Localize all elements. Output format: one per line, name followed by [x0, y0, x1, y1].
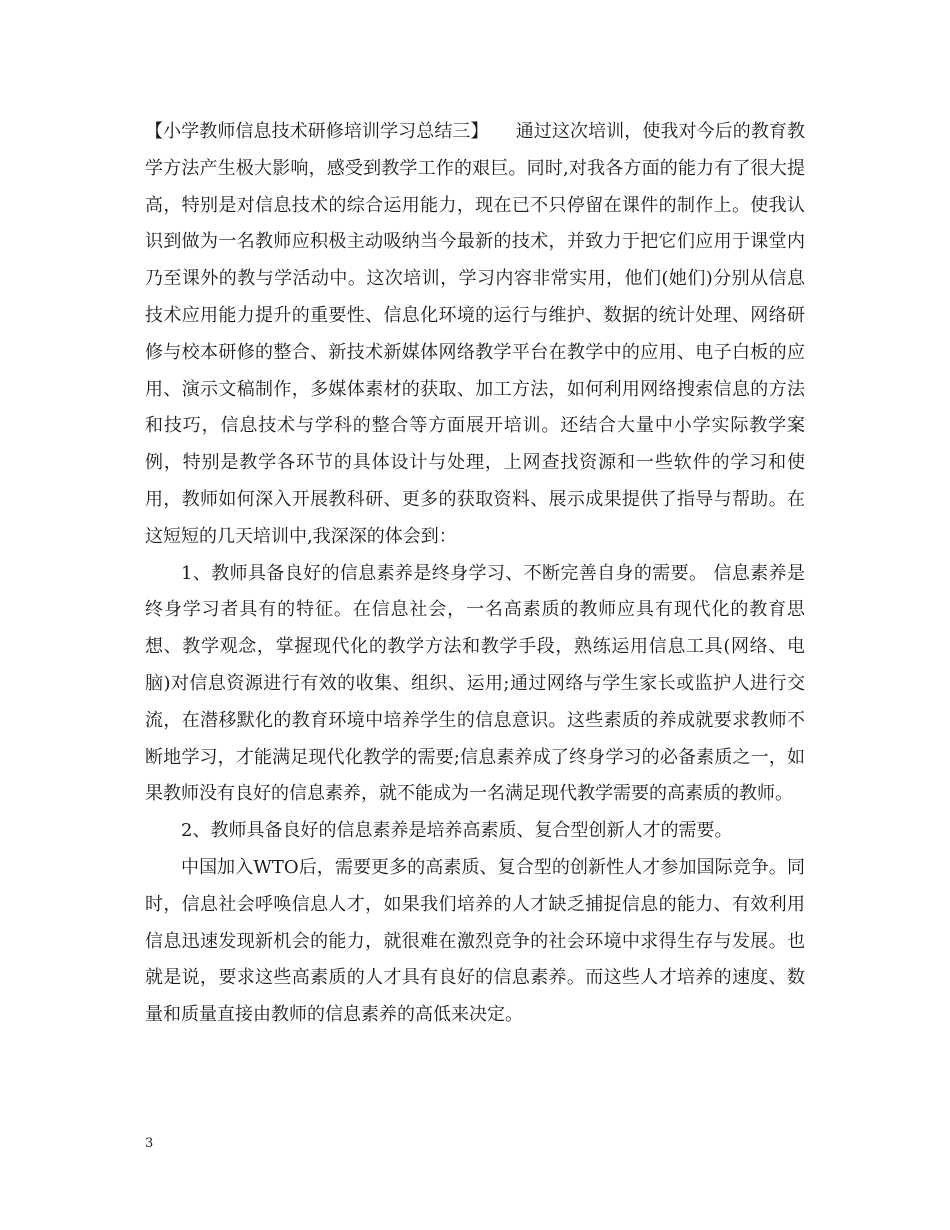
paragraph-intro: 【小学教师信息技术研修培训学习总结三】 通过这次培训，使我对今后的教育教学方法产生极大影响，感受到教学工作的艰巨。同时,对我各方面的能力有了很大提高，特别是对信息技术的综合运用能力，现在已不只停留在课件的制作上。使我认识到做为一名教师应积极主动吸纳当今最新的技术，并致力于把它们应用于课堂内乃至课外的教与学活动中。这次培训，学习内容非常实用，他们(她们)分别从信息技术应用能力提升的重要性、信息化环境的运行与维护、数据的统计处理、网络研修与校本研修的整合、新技术新媒体网络教学平台在教学中的应用、电子白板的应用、演示文稿制作，多媒体素材的获取、加工方法，如何利用网络搜索信息的方法和技巧，信息技术与学科的整合等方面展开培训。还结合大量中小学实际教学案例，特别是教学各环节的具体设计与处理，上网查找资源和一些软件的学习和使用，教师如何深入开展教科研、更多的获取资料、展示成果提供了指导与帮助。在这短短的几天培训中,我深深的体会到： [145, 121, 805, 547]
document-body [145, 114, 805, 1034]
paragraph-wto: 中国加入WTO后，需要更多的高素质、复合型的创新性人才参加国际竞争。同时，信息社会呼唤信息人才，如果我们培养的人才缺乏捕捉信息的能力、有效利用信息迅速发现新机会的能力，就很难在激烈竞争的社会环境中求得生存与发展。也就是说，要求这些高素质的人才具有良好的信息素养。而这些人才培养的速度、数量和质量直接由教师的信息素养的高低来决定。 [145, 856, 805, 1026]
paragraph-point-2: 2、教师具备良好的信息素养是培养高素质、复合型创新人才的需要。 [181, 820, 733, 842]
page-number: 3 [145, 1136, 154, 1151]
paragraph-point-1: 1、教师具备良好的信息素养是终身学习、不断完善自身的需要。 信息素养是终身学习者具有的特征。在信息社会，一名高素质的教师应具有现代化的教育思想、教学观念，掌握现代化的教学方法和教学手段，熟练运用信息工具(网络、电脑)对信息资源进行有效的收集、组织、运用;通过网络与学生家长或监护人进行交流，在潜移默化的教育环境中培养学生的信息意识。这些素质的养成就要求教师不断地学习，才能满足现代化教学的需要;信息素养成了终身学习的必备素质之一，如果教师没有良好的信息素养，就不能成为一名满足现代教学需要的高素质的教师。 [145, 562, 805, 805]
